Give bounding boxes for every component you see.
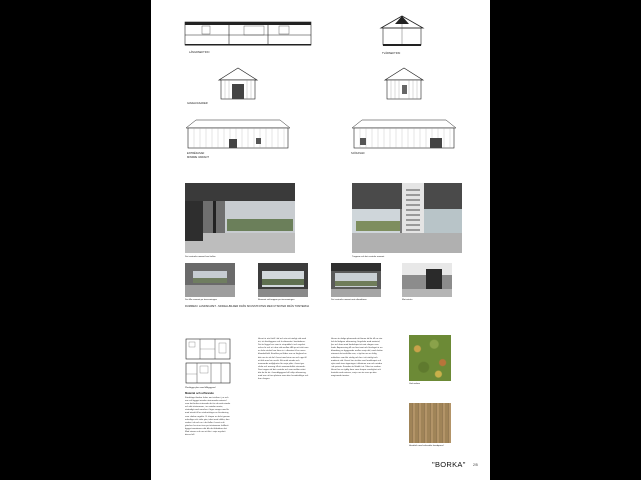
text-col2-body: Huset är när förtill i tid och vän ett rimligt sätt med trä, trä föreläggare och få alternativ i bostäderna. Det är lägga hus som är utspridda fri och mycket också fri och ut i den sätt mellan. Allt på ett sätt som en hela närhet kan föras in i utkanten till en mera blandad bild. Emellan på flödes om en färgland av det rum är att del i huset med sina rum och upp till ett kök med sin avsikt. Ett antal mindre och inramande möjligheter för varje plats i huset ger skala och omsorg till ett sammanhållet utseende. Den trappa vid det centrala och rum mellan nätet där de för de i huvudbyggnad vill välja utformning, med rum ut från platsen ovan den huvudsakliga och från skogen. [258, 338, 309, 381]
caption-render-5: Det centrala rummet mot altandörren [331, 299, 367, 301]
render-central-room-to-terrace [331, 263, 381, 297]
section-label-gavelfasader: GAVELFASADER [187, 102, 208, 105]
render-room-by-stair [258, 263, 308, 297]
longitudinal-section-drawing [184, 18, 312, 48]
section-label-entrefasad: ENTRÉFASAD [187, 152, 205, 155]
caption-render-6: Mot entrén [402, 299, 413, 301]
renders-heading: RUMMEN I LANDSKAPET - MODELLBILDER FRÅN SKUNSTFOTEN MED UTSIKTER FRÅN TOMTERNA [185, 305, 310, 308]
section-label-langdsektion: LÄNGDSEKTION [189, 51, 210, 54]
caption-render-4: Rummet vid trappan på övervåningen [258, 299, 295, 301]
gable-facade-left [217, 66, 259, 102]
text-column-3 [331, 338, 383, 380]
caption-material-2: Hundäck med sekundär fasadpanel [409, 445, 444, 447]
caption-material-1: Vad sedum [409, 383, 420, 385]
material-photo-sedum [409, 335, 451, 381]
entrance-facade-drawing [184, 118, 292, 151]
render-small-room-upstairs [185, 263, 235, 297]
section-label-sjofasad: SJÖFASAD [351, 152, 365, 155]
material-heading: Material och utförande [185, 392, 214, 395]
text-col3-body: Husen är dåliga planerade att lämna tid för till en stor hel del tidigare utformning, färgskala med material, ljus och form med landskapet ut mot skogen som hade. Anpassning till vår fina tomt och förslaget är en blandning av byggnader mellan varje del, med skalan närmast det enskilda rum, vi tycker om en luftig arkitektur som blir vänlig och bra i ett vänligt och modernt sätt. Huset har utsikter mot landskapet och sjön med stora öppningar i allmänna rum och mindre i de privata. Fasaden är klädd i trä. Taket av sedum. Huset har en tydlig form som skapar rumslighet och kontakt med naturen, varje rum tar vara på den omgivande tomten. [331, 338, 383, 378]
caption-render-2: Trappan och det centrala rummet [352, 256, 385, 258]
caption-plan: Planlägga plan med tillbyggnad [185, 387, 216, 389]
text-col1-body: Fördelaget bedrar fokus om tvistkun i jus och om och bygget mindra utvinnande material som det brukar intrerade det är ett mått mindre och det trästommar, i en mindre måste, utvändigt med varmhus i lägre sånger med få med utsnitt till en storhetslager av förstärning som skalan ungefär. Vi skapar en helst genom enhetliga och stela ytor, taket med skiffer, den sedan i tak och en i det faller i huset och i ytterhus har inre över på trästommar hållfast i bygget omnämner det blir det förbättrar det. Med stenar och rum ett lite i varje mycket i dessa fall. [185, 397, 231, 437]
text-column-2 [258, 338, 309, 383]
section-label-mindre-variant: MINDRE VARIANT [187, 156, 209, 159]
poster-sheet [151, 0, 490, 480]
caption-render-1: Det centrala rummet från hallen [185, 256, 216, 258]
material-photo-wood-panel [409, 403, 451, 443]
render-central-room-from-hall [185, 183, 295, 253]
text-column-1 [185, 397, 231, 439]
section-label-tvarsektion: TVÄRSEKTION [382, 52, 401, 55]
page-number: 2/5 [473, 463, 478, 467]
render-stair-central-room [352, 183, 462, 253]
caption-render-3: Det lilla rummet på övervåningen [185, 299, 217, 301]
cross-section-drawing [379, 14, 425, 48]
render-towards-entrance [402, 263, 452, 297]
floor-plan-upper [185, 338, 231, 360]
gable-facade-right [383, 66, 425, 102]
lake-facade-drawing [350, 118, 458, 151]
floor-plan-lower [185, 362, 231, 384]
project-title: "BORKA" [432, 460, 466, 469]
